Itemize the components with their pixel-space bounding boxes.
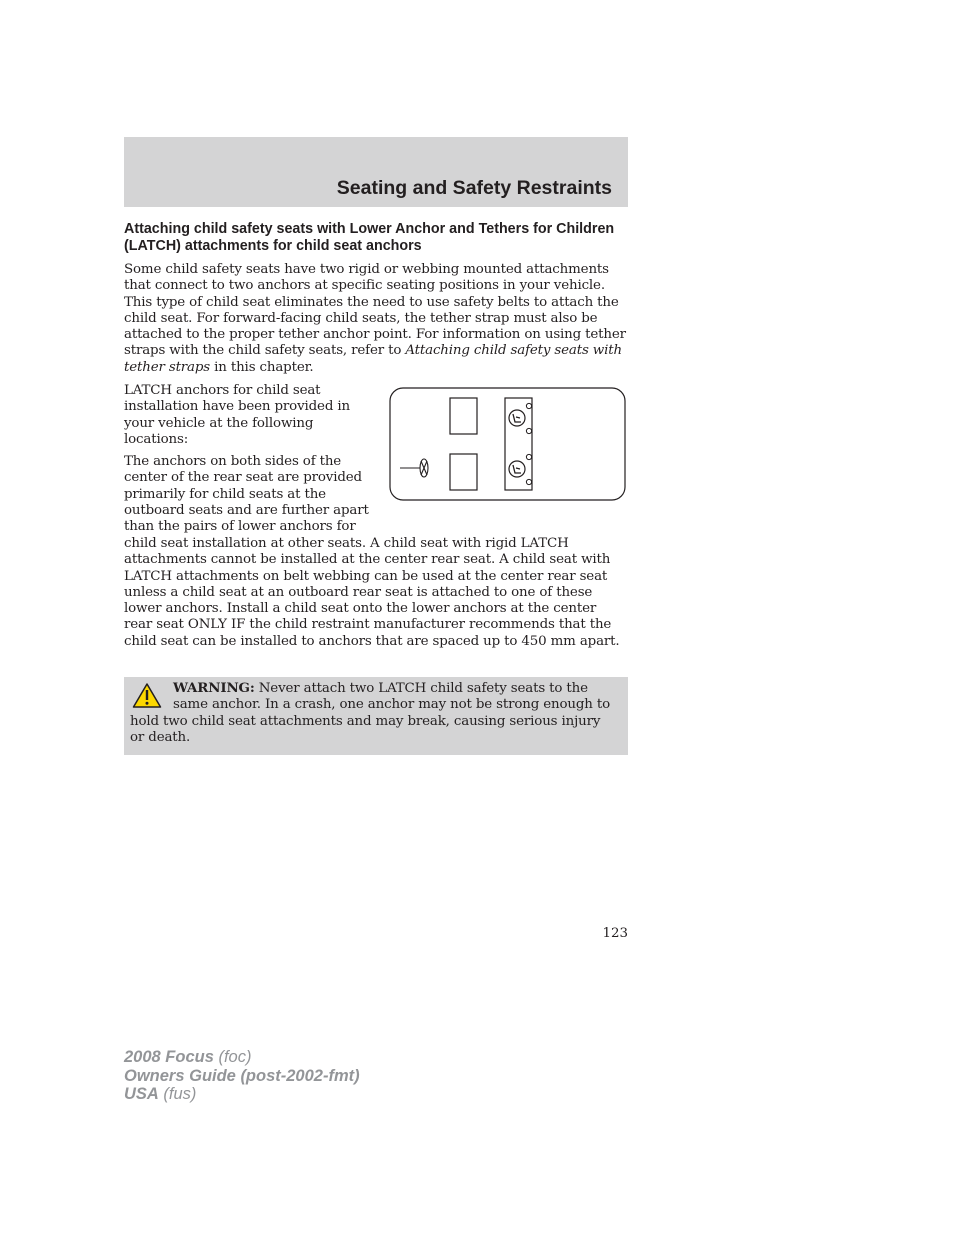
footer-line-guide: Owners Guide (post-2002-fmt): [124, 1066, 360, 1085]
cross-reference: Attaching child safety seats with tether straps: [124, 343, 622, 375]
intro-paragraph: [124, 262, 628, 376]
warning-body: Never attach two LATCH child safety seats to the same anchor. In a crash, one anchor may not be strong enough to hold two child seat attachments and may break, causing serious injury or death.: [130, 681, 611, 745]
outboard-anchors-paragraph: The anchors on both sides of the center of the rear seat are provided primarily for child seats at the outboard seats and are further apart than the pairs of lower anchors for: [124, 454, 369, 535]
latch-locations-paragraph: LATCH anchors for child seat installation have been provided in your vehicle at the following locations:: [124, 383, 350, 447]
section-header-band: [124, 137, 628, 207]
warning-label: WARNING:: [173, 680, 255, 696]
warning-text: [130, 680, 614, 746]
child-seat-anchor-icon: [509, 410, 525, 426]
rear-seat-outline: [505, 398, 532, 490]
page-number: 123: [602, 926, 628, 941]
center-seat-paragraph: child seat installation at other seats. A child seat with rigid LATCH attachments cannot be installed at the center rear seat. A child seat with LATCH attachments on belt webbing can be used at the center rear seat unless a child seat at an outboard rear seat is attached to one of these lower anchors. Install a child seat onto the lower anchors at the center rear seat ONLY IF the child restraint manufacturer recommends that the child seat can be installed to anchors that are spaced up to 450 mm apart.: [124, 536, 620, 649]
steering-wheel-icon: [400, 459, 428, 477]
intro-text: Some child safety seats have two rigid or webbing mounted attachments that connect to two anchors at specific seating positions in your vehicle. This type of child seat eliminates the need to use safety belts to attach the child seat. For forward-facing child seats, the tether strap must also be attached to the proper tether anchor point. For information on using tether straps with the child safety seats, refer to: [124, 262, 626, 359]
anchor-point: [526, 403, 531, 484]
warning-box: [124, 677, 628, 755]
child-seat-anchor-icon: [509, 461, 525, 477]
footer-line-market: USA (fus): [124, 1085, 197, 1103]
vehicle-outline: [390, 388, 625, 500]
intro-tail: in this chapter.: [210, 359, 314, 375]
latch-anchor-diagram: [389, 387, 626, 501]
document-footer: [124, 1048, 360, 1104]
section-title: Seating and Safety Restraints: [336, 177, 612, 199]
seat-outline-icon: [450, 454, 477, 490]
seat-outline-icon: [450, 398, 477, 434]
footer-line-model: 2008 Focus (foc): [124, 1048, 252, 1066]
section-heading: Attaching child safety seats with Lower Anchor and Tethers for Children (LATCH) attachments for child seat anchors: [124, 221, 615, 254]
